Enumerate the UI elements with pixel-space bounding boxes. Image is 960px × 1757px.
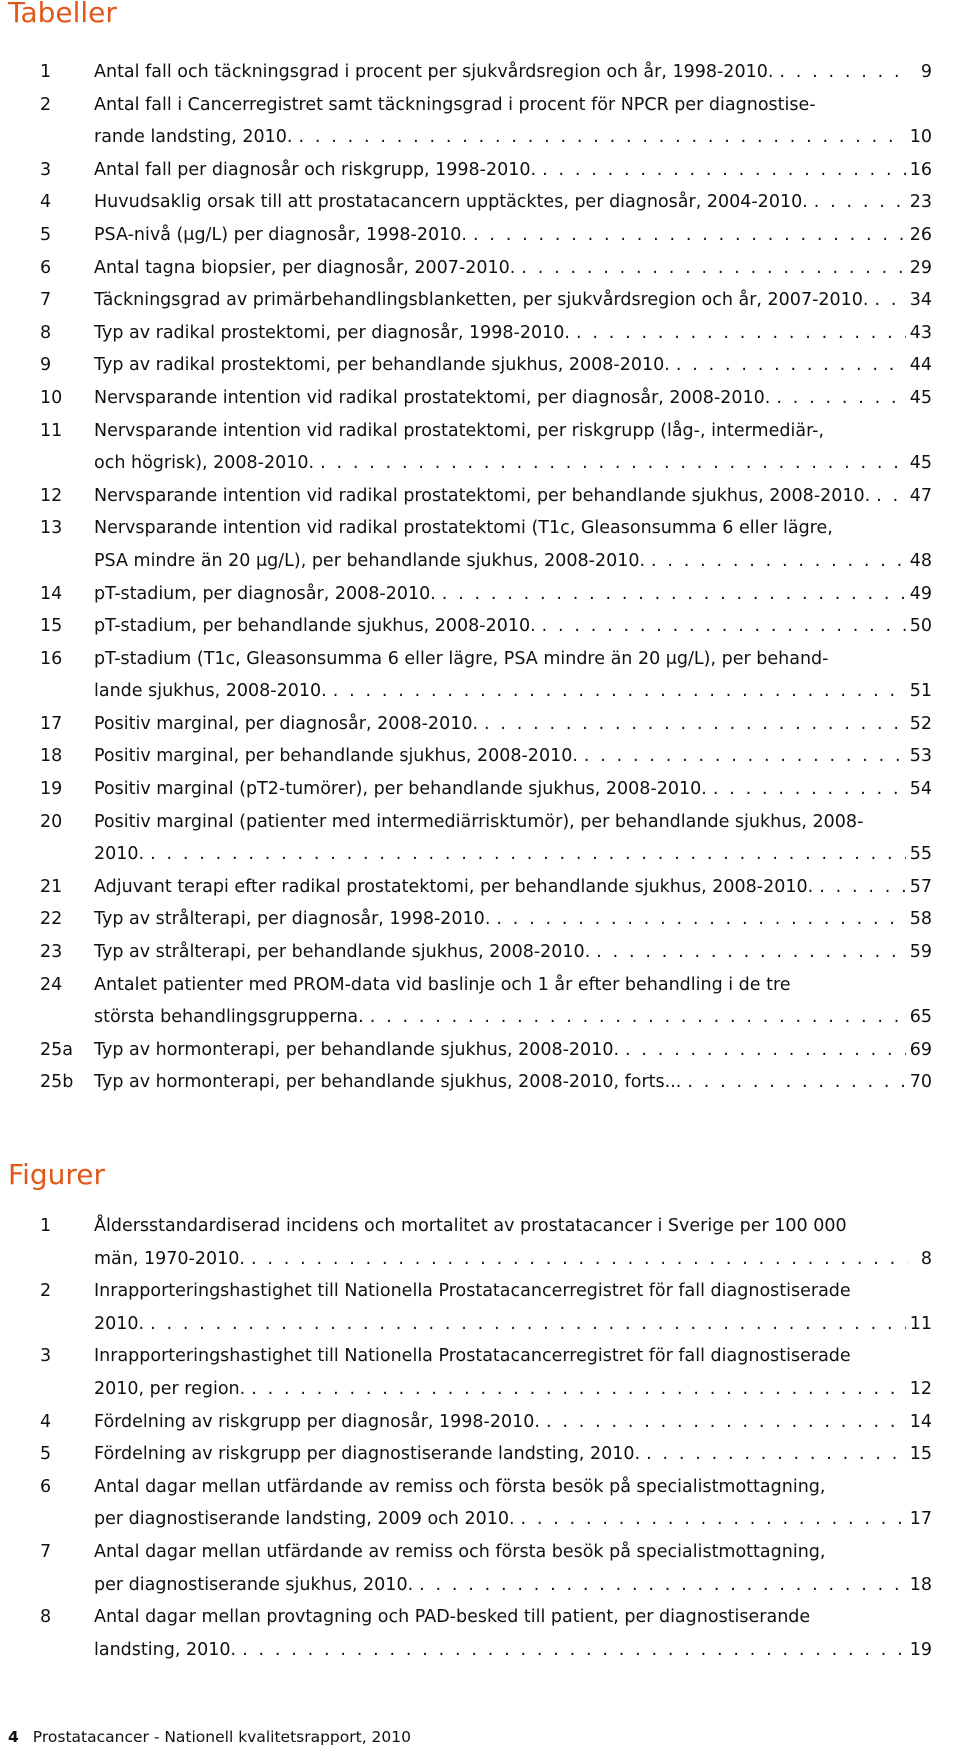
table-entry[interactable]: [0, 382, 960, 415]
table-entry[interactable]: [0, 773, 960, 806]
table-entry-page: 55: [909, 844, 932, 865]
table-entry-title: PSA-nivå (μg/L) per diagnosår, 1998-2010.: [94, 224, 467, 245]
dot-leader: [484, 708, 906, 741]
table-entry-title: Antal fall och täckningsgrad i procent per sjukvårdsregion och år, 1998-2010.: [94, 62, 774, 82]
table-entry-page: 26: [909, 224, 932, 245]
table-entry-page: 65: [909, 1007, 932, 1028]
figure-entry-title: 2010, per region.: [94, 1378, 246, 1399]
table-entry-page: 45: [909, 387, 932, 408]
table-entry-title: Nervsparande intention vid radikal prostatektomi, per behandlande sjukhus, 2008-2010.: [94, 485, 871, 506]
table-entry[interactable]: [0, 871, 960, 904]
table-entry[interactable]: [0, 708, 960, 741]
table-entry-title: Positiv marginal, per diagnosår, 2008-2010.: [94, 713, 479, 734]
table-entry-title-line: Nervsparande intention vid radikal prostatektomi, per riskgrupp (låg-, intermediär-,: [94, 420, 825, 441]
dot-leader: [150, 838, 906, 871]
table-entry-title: pT-stadium, per behandlande sjukhus, 2008-2010.: [94, 616, 536, 637]
table-entry-title: Typ av strålterapi, per diagnosår, 1998-2010.: [94, 909, 491, 930]
table-entry-number: 21: [40, 876, 63, 897]
figure-entry-number: 2: [40, 1281, 52, 1302]
table-entry-number: 16: [40, 648, 63, 669]
dot-leader: [473, 219, 906, 252]
table-entry[interactable]: [0, 643, 960, 708]
table-entry-title: PSA mindre än 20 μg/L), per behandlande sjukhus, 2008-2010.: [94, 550, 646, 571]
table-entry-title-line: Antal fall i Cancerregistret samt täckningsgrad i procent för NPCR per diagnostise-: [94, 94, 816, 115]
table-entry-number: 14: [40, 583, 63, 604]
dot-leader: [242, 1634, 906, 1667]
table-entry-title: Typ av hormonterapi, per behandlande sjukhus, 2008-2010, forts...: [94, 1072, 682, 1093]
figure-entry-page: 8: [920, 1248, 932, 1269]
table-entry-number: 25a: [40, 1039, 73, 1060]
table-entry[interactable]: [0, 740, 960, 773]
table-entry-page: 58: [909, 909, 932, 930]
table-entry-number: 12: [40, 485, 63, 506]
figure-entry-page: 15: [909, 1444, 932, 1465]
table-entry[interactable]: [0, 154, 960, 187]
footer-title: Prostatacancer - Nationell kvalitetsrapport, 2010: [32, 1728, 412, 1746]
table-entry[interactable]: [0, 252, 960, 285]
table-entry-page: 70: [909, 1072, 932, 1093]
figure-entry-title: landsting, 2010.: [94, 1639, 237, 1660]
table-entry-title: Adjuvant terapi efter radikal prostatektomi, per behandlande sjukhus, 2008-2010.: [94, 876, 814, 897]
table-entry-page: 69: [909, 1039, 932, 1060]
figure-entry-page: 11: [909, 1313, 932, 1334]
dot-leader: [814, 186, 906, 219]
figure-entry[interactable]: [0, 1340, 960, 1405]
table-entry[interactable]: [0, 1034, 960, 1067]
figure-entry-title: per diagnostiserande landsting, 2009 och 2010.: [94, 1509, 515, 1530]
table-entry[interactable]: [0, 806, 960, 871]
figure-entry-page: 19: [909, 1639, 932, 1660]
dot-leader: [819, 871, 906, 904]
table-entry-title: Täckningsgrad av primärbehandlingsblanketten, per sjukvårdsregion och år, 2007-2010.: [94, 290, 869, 311]
dot-leader: [521, 1503, 906, 1536]
table-entry-page: 50: [909, 616, 932, 637]
table-entry-title: Typ av radikal prostektomi, per diagnosår, 1998-2010.: [94, 322, 570, 343]
table-entry[interactable]: [0, 415, 960, 480]
dot-leader: [687, 1066, 905, 1099]
table-entry-number: 15: [40, 616, 63, 637]
figure-entry-title: Fördelning av riskgrupp per diagnostiserande landsting, 2010.: [94, 1444, 641, 1465]
table-entry-number: 9: [40, 355, 52, 376]
figure-entry[interactable]: [0, 1536, 960, 1601]
dot-leader: [625, 1034, 906, 1067]
figure-entry-title-line: Antal dagar mellan provtagning och PAD-besked till patient, per diagnostiserande: [94, 1607, 811, 1628]
table-entry-page: 47: [909, 485, 932, 506]
dot-leader: [713, 773, 906, 806]
table-entry-number: 20: [40, 811, 63, 832]
dot-leader: [320, 447, 906, 480]
table-entry-number: 19: [40, 779, 63, 800]
table-entry-title: lande sjukhus, 2008-2010.: [94, 681, 327, 702]
table-entry-title-line: pT-stadium (T1c, Gleasonsumma 6 eller lägre, PSA mindre än 20 μg/L), per behand-: [94, 648, 829, 669]
table-entry-title: Huvudsaklig orsak till att prostatacancern upptäcktes, per diagnosår, 2004-2010.: [94, 192, 808, 213]
figure-entry-number: 1: [40, 1216, 52, 1236]
figure-entry-number: 5: [40, 1444, 52, 1465]
table-entry[interactable]: [0, 610, 960, 643]
table-entry-number: 6: [40, 257, 52, 278]
dot-leader: [299, 121, 906, 154]
figure-entry-title: 2010.: [94, 1313, 145, 1334]
table-entry-number: 2: [40, 94, 52, 115]
table-entry-title: och högrisk), 2008-2010.: [94, 453, 315, 474]
dot-leader: [875, 284, 906, 317]
figure-entry-title: män, 1970-2010.: [94, 1248, 245, 1269]
figure-entry-number: 4: [40, 1411, 52, 1432]
table-entry[interactable]: [0, 89, 960, 154]
table-entry-page: 53: [909, 746, 932, 767]
figure-entry-title-line: Antal dagar mellan utfärdande av remiss och första besök på specialistmottagning,: [94, 1541, 826, 1562]
table-entry-title: Typ av radikal prostektomi, per behandlande sjukhus, 2008-2010.: [94, 355, 670, 376]
dot-leader: [542, 154, 906, 187]
figure-entry-title: Fördelning av riskgrupp per diagnosår, 1998-2010.: [94, 1411, 540, 1432]
table-entry[interactable]: [0, 969, 960, 1034]
table-entry-page: 16: [909, 159, 932, 180]
table-entry-page: 10: [909, 127, 932, 148]
page-footer: [8, 1728, 411, 1746]
dot-leader: [150, 1308, 906, 1341]
table-entry[interactable]: [0, 480, 960, 513]
table-entry-title: Positiv marginal, per behandlande sjukhus, 2008-2010.: [94, 746, 578, 767]
figure-entry-number: 3: [40, 1346, 52, 1367]
table-entry-page: 9: [920, 62, 932, 82]
figure-entry-title-line: Antal dagar mellan utfärdande av remiss och första besök på specialistmottagning,: [94, 1476, 826, 1497]
table-entry-title: största behandlingsgrupperna.: [94, 1007, 364, 1028]
table-entry-page: 45: [909, 453, 932, 474]
table-entry-number: 17: [40, 713, 63, 734]
figure-entry-number: 7: [40, 1541, 52, 1562]
dot-leader: [576, 317, 906, 350]
dot-leader: [442, 578, 906, 611]
dot-leader: [676, 349, 906, 382]
table-entry[interactable]: [0, 1066, 960, 1099]
table-entry-title: 2010.: [94, 844, 145, 865]
footer-page-number: 4: [8, 1728, 19, 1746]
table-entry[interactable]: [0, 903, 960, 936]
figure-entry[interactable]: [0, 1275, 960, 1340]
dot-leader: [333, 675, 906, 708]
figure-entry-page: 14: [909, 1411, 932, 1432]
dot-leader: [419, 1569, 906, 1602]
table-entry-number: 24: [40, 974, 63, 995]
figure-entry-number: 8: [40, 1607, 52, 1628]
figure-entry-title: per diagnostiserande sjukhus, 2010.: [94, 1574, 414, 1595]
dot-leader: [876, 480, 905, 513]
table-entry[interactable]: [0, 56, 960, 89]
table-entry-number: 5: [40, 224, 52, 245]
table-entry-number: 13: [40, 518, 63, 539]
figure-entry-title-line: Inrapporteringshastighet till Nationella Prostatacancerregistret för fall diagnostiserade: [94, 1281, 851, 1302]
table-entry[interactable]: [0, 219, 960, 252]
table-entry-title-line: Positiv marginal (patienter med intermediärrisktumör), per behandlande sjukhus, 2008-: [94, 811, 864, 832]
table-entry-number: 1: [40, 62, 52, 82]
dot-leader: [251, 1373, 906, 1406]
table-entry-number: 25b: [40, 1072, 74, 1093]
table-entry[interactable]: [0, 284, 960, 317]
figure-entry-title-line: Inrapporteringshastighet till Nationella Prostatacancerregistret för fall diagnostiserade: [94, 1346, 851, 1367]
dot-leader: [546, 1406, 906, 1439]
table-entry-page: 51: [909, 681, 932, 702]
figure-entry-number: 6: [40, 1476, 52, 1497]
table-entry-title: Nervsparande intention vid radikal prostatektomi, per diagnosår, 2008-2010.: [94, 387, 771, 408]
table-entry-number: 22: [40, 909, 63, 930]
table-entry-title: Antal fall per diagnosår och riskgrupp, 1998-2010.: [94, 159, 537, 180]
table-entry-title: rande landsting, 2010.: [94, 127, 293, 148]
table-entry-title-line: Nervsparande intention vid radikal prostatektomi (T1c, Gleasonsumma 6 eller lägre,: [94, 518, 833, 539]
table-entry-page: 52: [909, 713, 932, 734]
dot-leader: [496, 903, 905, 936]
table-entry-number: 23: [40, 942, 63, 963]
table-entry[interactable]: [0, 317, 960, 350]
figure-entry[interactable]: [0, 1438, 960, 1471]
table-entry[interactable]: [0, 186, 960, 219]
figure-entry[interactable]: [0, 1601, 960, 1666]
table-entry-page: 57: [909, 876, 932, 897]
dot-leader: [542, 610, 906, 643]
table-entry-title: Typ av strålterapi, per behandlande sjukhus, 2008-2010.: [94, 942, 591, 963]
tables-heading: Tabeller: [8, 0, 117, 29]
table-entry-number: 10: [40, 387, 63, 408]
table-entry-number: 3: [40, 159, 52, 180]
table-entry[interactable]: [0, 512, 960, 577]
figure-entry[interactable]: [0, 1471, 960, 1536]
figure-entry-page: 17: [909, 1509, 932, 1530]
figure-entry-page: 12: [909, 1378, 932, 1399]
table-entry-number: 7: [40, 290, 52, 311]
table-entry-title: Positiv marginal (pT2-tumörer), per behandlande sjukhus, 2008-2010.: [94, 779, 707, 800]
dot-leader: [370, 1001, 906, 1034]
dot-leader: [596, 936, 905, 969]
dot-leader: [651, 545, 906, 578]
dot-leader: [646, 1438, 906, 1471]
figures-heading: Figurer: [8, 1158, 106, 1191]
dot-leader: [584, 740, 906, 773]
table-entry-title: Antal tagna biopsier, per diagnosår, 2007-2010.: [94, 257, 516, 278]
table-entry-page: 44: [909, 355, 932, 376]
table-entry-page: 29: [909, 257, 932, 278]
dot-leader: [776, 382, 905, 415]
figure-entry[interactable]: [0, 1406, 960, 1439]
table-entry-title-line: Antalet patienter med PROM-data vid baslinje och 1 år efter behandling i de tre: [94, 974, 791, 995]
table-entry-page: 48: [909, 550, 932, 571]
table-entry-page: 49: [909, 583, 932, 604]
table-entry-page: 23: [909, 192, 932, 213]
dot-leader: [521, 252, 905, 285]
table-entry-page: 54: [909, 779, 932, 800]
table-entry-title: Typ av hormonterapi, per behandlande sjukhus, 2008-2010.: [94, 1039, 620, 1060]
figure-entry[interactable]: [0, 1210, 960, 1275]
table-entry-page: 34: [909, 290, 932, 311]
table-entry-page: 59: [909, 942, 932, 963]
table-entry[interactable]: [0, 936, 960, 969]
dot-leader: [251, 1243, 908, 1276]
figure-entry-title-line: Åldersstandardiserad incidens och mortalitet av prostatacancer i Sverige per 100 000: [94, 1216, 847, 1236]
dot-leader: [779, 56, 908, 89]
table-entry-page: 43: [909, 322, 932, 343]
table-entry-number: 18: [40, 746, 63, 767]
tables-list: [0, 56, 960, 1099]
table-entry-number: 4: [40, 192, 52, 213]
figures-list: [0, 1210, 960, 1666]
table-entry-title: pT-stadium, per diagnosår, 2008-2010.: [94, 583, 436, 604]
table-entry-number: 11: [40, 420, 63, 441]
figure-entry-page: 18: [909, 1574, 932, 1595]
table-entry[interactable]: [0, 349, 960, 382]
table-entry-number: 8: [40, 322, 52, 343]
table-entry[interactable]: [0, 578, 960, 611]
